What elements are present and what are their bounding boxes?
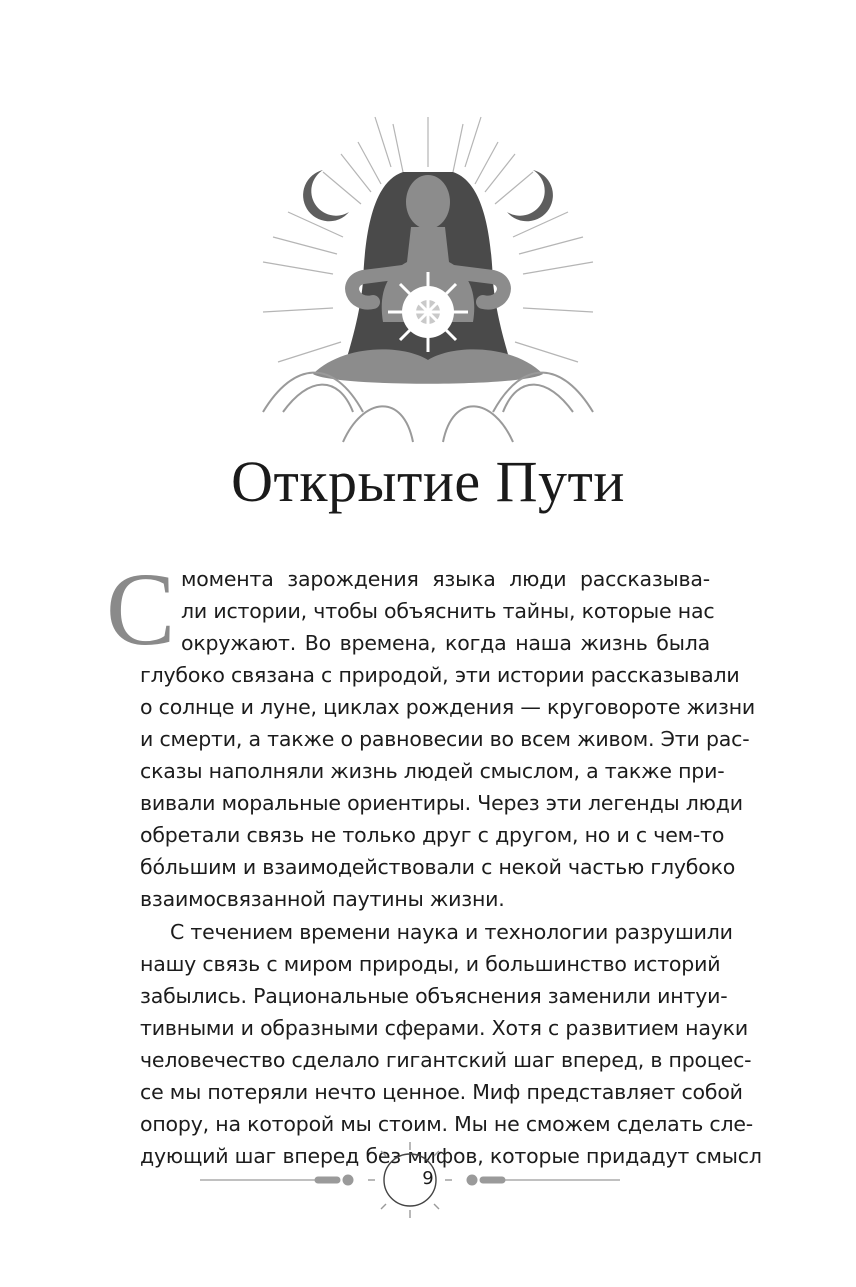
text-line: человечество сделало гигантский шаг вперед, в процес- xyxy=(140,1048,752,1072)
meditating-woman-illustration xyxy=(253,112,603,447)
text-line: глубоко связана с природой, эти истории рассказывали xyxy=(140,663,740,687)
text-line: вивали моральные ориентиры. Через эти легенды люди xyxy=(140,791,743,815)
text-line: окружают. Во времена, когда наша жизнь была xyxy=(181,631,710,655)
text-line: взаимосвязанной паутины жизни. xyxy=(140,887,505,911)
text-line: и смерти, а также о равновесии во всем живом. Эти рас- xyxy=(140,727,750,751)
text-line: С течением времени наука и технологии разрушили xyxy=(170,920,733,944)
text-line: нашу связь с миром природы, и большинство историй xyxy=(140,952,721,976)
page-number: 9 xyxy=(422,1168,434,1189)
text-line: ли истории, чтобы объяснить тайны, которые нас xyxy=(181,599,715,623)
drop-cap: С xyxy=(106,552,176,667)
text-line: дующий шаг вперед без мифов, которые придадут смысл xyxy=(140,1144,762,1168)
text-line: обретали связь не только друг с другом, но и с чем-то xyxy=(140,823,725,847)
sun-icon xyxy=(388,272,468,352)
chapter-title: Открытие Пути xyxy=(231,449,625,514)
text-line: опору, на которой мы стоим. Мы не сможем сделать сле- xyxy=(140,1112,753,1136)
text-line: бóльшим и взаимодействовали с некой частью глубоко xyxy=(140,855,736,879)
text-line: се мы потеряли нечто ценное. Миф представляет собой xyxy=(140,1080,743,1104)
text-line: сказы наполняли жизнь людей смыслом, а также при- xyxy=(140,759,725,783)
text-line: о солнце и луне, циклах рождения — круговороте жизни xyxy=(140,695,756,719)
text-line: забылись. Рациональные объяснения заменили интуи- xyxy=(140,984,728,1008)
text-line: момента зарождения языка люди рассказыва- xyxy=(181,567,710,591)
text-line: тивными и образными сферами. Хотя с развитием науки xyxy=(140,1016,748,1040)
